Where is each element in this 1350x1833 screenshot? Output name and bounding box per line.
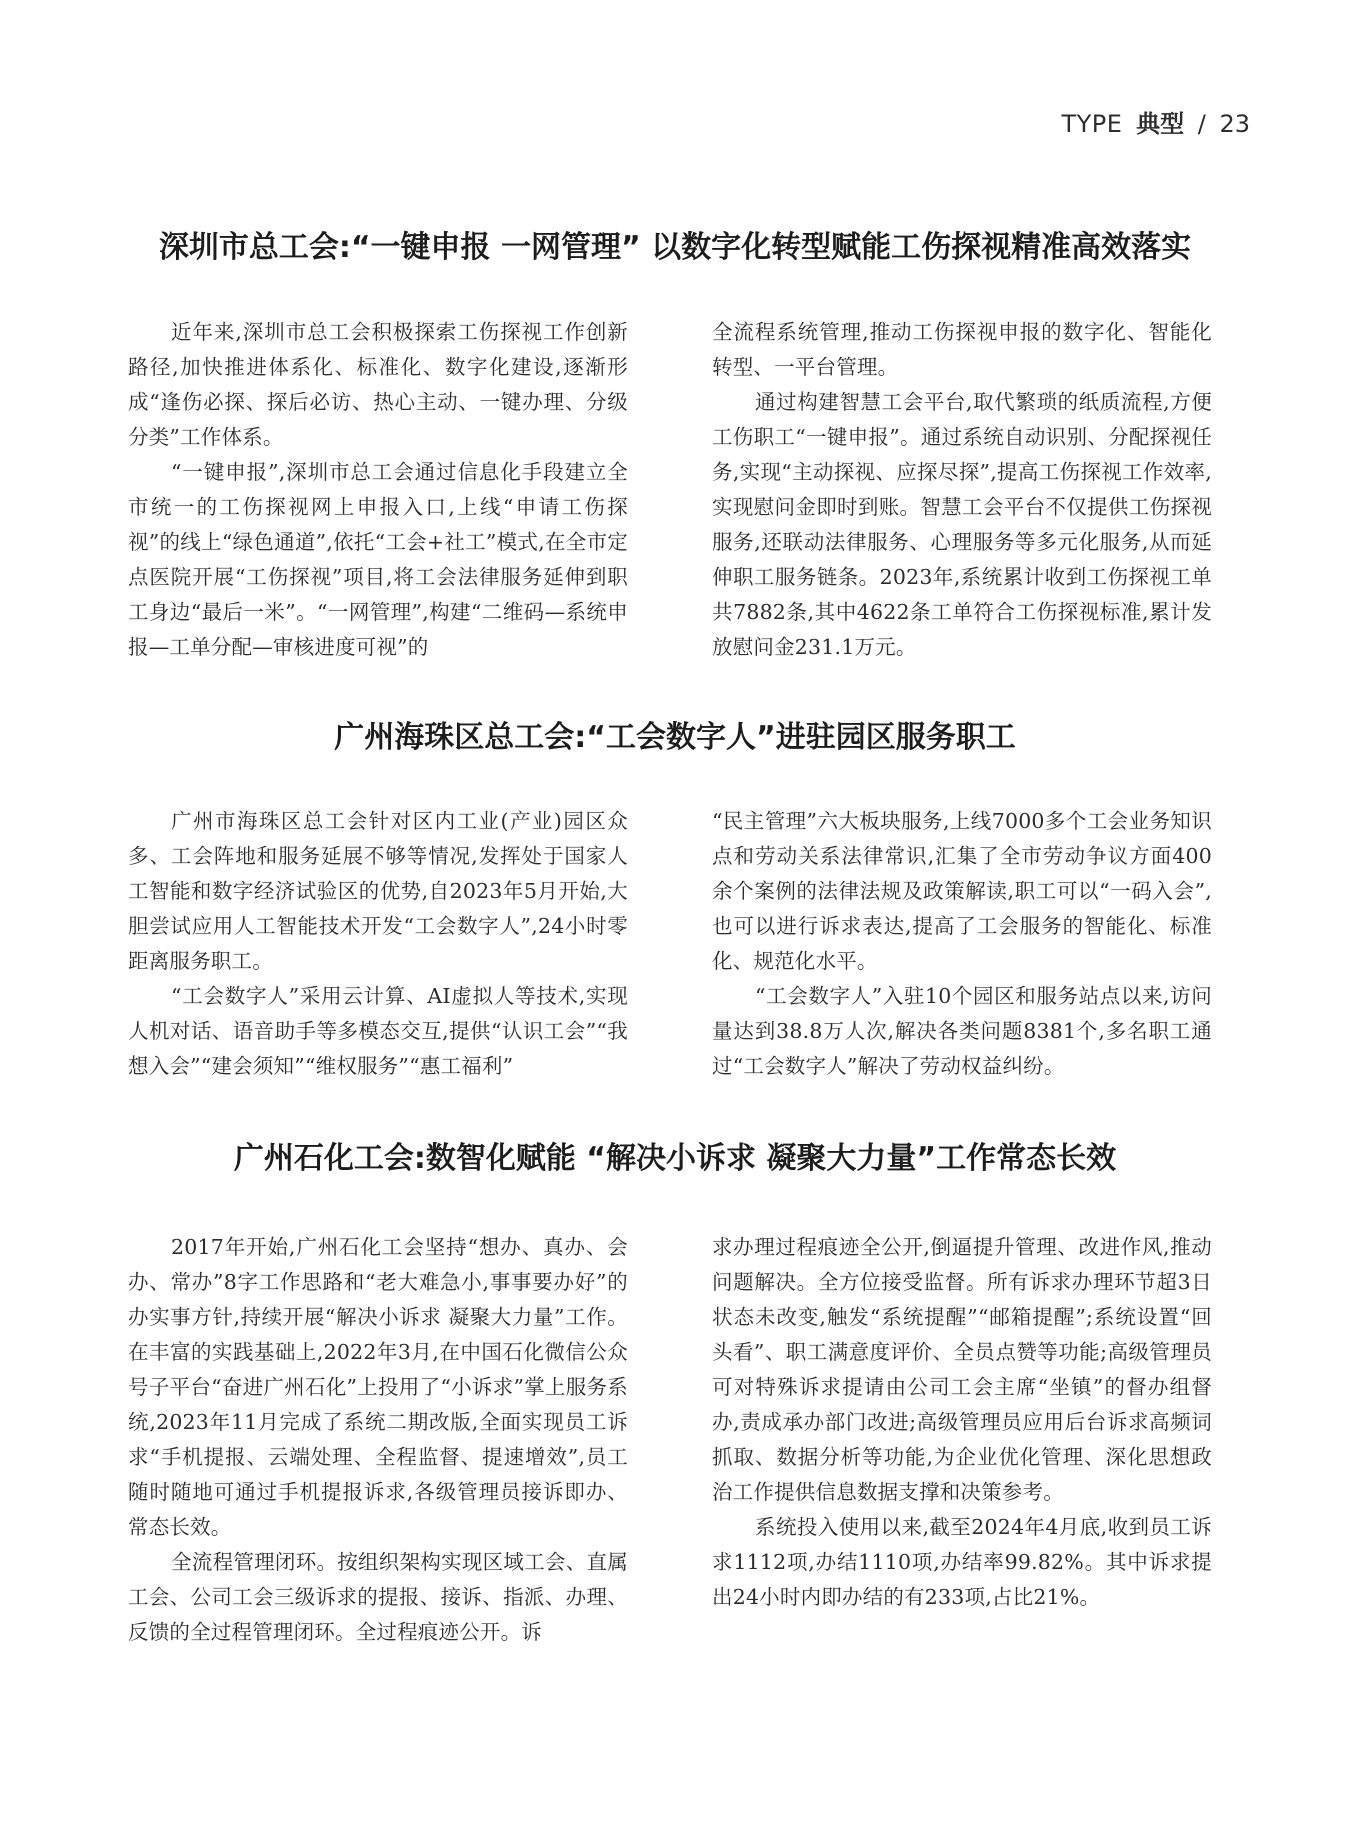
- article-haizhu-right-column: [712, 804, 1212, 1084]
- paragraph-continued: 全流程系统管理,推动工伤探视申报的数字化、智能化转型、一平台管理。: [712, 320, 1212, 379]
- paragraph: 系统投入使用以来,截至2024年4月底,收到员工诉求1112项,办结1110项,办结率99.82%。其中诉求提出24小时内即办结的有233项,占比21%。: [712, 1515, 1212, 1609]
- page-header: [1061, 104, 1250, 139]
- paragraph: 通过构建智慧工会平台,取代繁琐的纸质流程,方便工伤职工“一键申报”。通过系统自动识别、分配探视任务,实现“主动探视、应探尽探”,提高工伤探视工作效率,实现慰问金即时到账。智慧工会平台不仅提供工伤探视服务,还联动法律服务、心理服务等多元化服务,从而延伸职工服务链条。2023年,系统累计收到工伤探视工单共7882条,其中4622条工单符合工伤探视标准,累计发放慰问金231.1万元。: [712, 390, 1212, 659]
- header-section-label: 典型: [1136, 110, 1185, 138]
- header-separator: /: [1197, 110, 1206, 138]
- page-number: 23: [1219, 110, 1250, 138]
- paragraph-continued: 求办理过程痕迹全公开,倒逼提升管理、改进作风,推动问题解决。全方位接受监督。所有诉求办理环节超3日状态未改变,触发“系统提醒”“邮箱提醒”;系统设置“回头看”、职工满意度评价、全员点赞等功能;高级管理员可对特殊诉求提请由公司工会主席“坐镇”的督办组督办,责成承办部门改进;高级管理员应用后台诉求高频词抓取、数据分析等功能,为企业优化管理、深化思想政治工作提供信息数据支撑和决策参考。: [712, 1235, 1212, 1504]
- article-shenzhen-left-column: [128, 315, 628, 665]
- paragraph: 近年来,深圳市总工会积极探索工伤探视工作创新路径,加快推进体系化、标准化、数字化建设,逐渐形成“逢伤必探、探后必访、热心主动、一键办理、分级分类”工作体系。: [128, 320, 628, 449]
- article-petrochemical-right-column: [712, 1230, 1212, 1615]
- article-petrochemical-left-column: [128, 1230, 628, 1650]
- paragraph: 2017年开始,广州石化工会坚持“想办、真办、会办、常办”8字工作思路和“老大难急小,事事要办好”的办实事方针,持续开展“解决小诉求 凝聚大力量”工作。在丰富的实践基础上,2022年3月,在中国石化微信公众号子平台“奋进广州石化”上投用了“小诉求”掌上服务系统,2023年11月完成了系统二期改版,全面实现员工诉求“手机提报、云端处理、全程监督、提速增效”,员工随时随地可通过手机提报诉求,各级管理员接诉即办、常态长效。: [128, 1235, 628, 1539]
- article-haizhu-left-column: [128, 804, 628, 1084]
- article-title-petrochemical: 广州石化工会:数智化赋能 “解决小诉求 凝聚大力量”工作常态长效: [233, 1141, 1117, 1176]
- article-title-shenzhen: 深圳市总工会:“一键申报 一网管理” 以数字化转型赋能工伤探视精准高效落实: [158, 230, 1192, 265]
- paragraph: “工会数字人”采用云计算、AI虚拟人等技术,实现人机对话、语音助手等多模态交互,提供“认识工会”“我想入会”“建会须知”“维权服务”“惠工福利”: [128, 984, 628, 1078]
- paragraph: “工会数字人”入驻10个园区和服务站点以来,访问量达到38.8万人次,解决各类问题8381个,多名职工通过“工会数字人”解决了劳动权益纠纷。: [712, 984, 1212, 1078]
- header-type-label: TYPE: [1061, 110, 1123, 138]
- article-shenzhen-right-column: [712, 315, 1212, 665]
- paragraph-continued: “民主管理”六大板块服务,上线7000多个工会业务知识点和劳动关系法律常识,汇集了全市劳动争议方面400余个案例的法律法规及政策解读,职工可以“一码入会”,也可以进行诉求表达,提高了工会服务的智能化、标准化、规范化水平。: [712, 809, 1212, 973]
- paragraph: 全流程管理闭环。按组织架构实现区域工会、直属工会、公司工会三级诉求的提报、接诉、指派、办理、反馈的全过程管理闭环。全过程痕迹公开。诉: [128, 1550, 628, 1644]
- paragraph: 广州市海珠区总工会针对区内工业(产业)园区众多、工会阵地和服务延展不够等情况,发挥处于国家人工智能和数字经济试验区的优势,自2023年5月开始,大胆尝试应用人工智能技术开发“工会数字人”,24小时零距离服务职工。: [128, 809, 628, 973]
- paragraph: “一键申报”,深圳市总工会通过信息化手段建立全市统一的工伤探视网上申报入口,上线“申请工伤探视”的线上“绿色通道”,依托“工会+社工”模式,在全市定点医院开展“工伤探视”项目,将工会法律服务延伸到职工身边“最后一米”。“一网管理”,构建“二维码—系统申报—工单分配—审核进度可视”的: [128, 460, 628, 659]
- article-title-haizhu: 广州海珠区总工会:“工会数字人”进驻园区服务职工: [334, 720, 1016, 755]
